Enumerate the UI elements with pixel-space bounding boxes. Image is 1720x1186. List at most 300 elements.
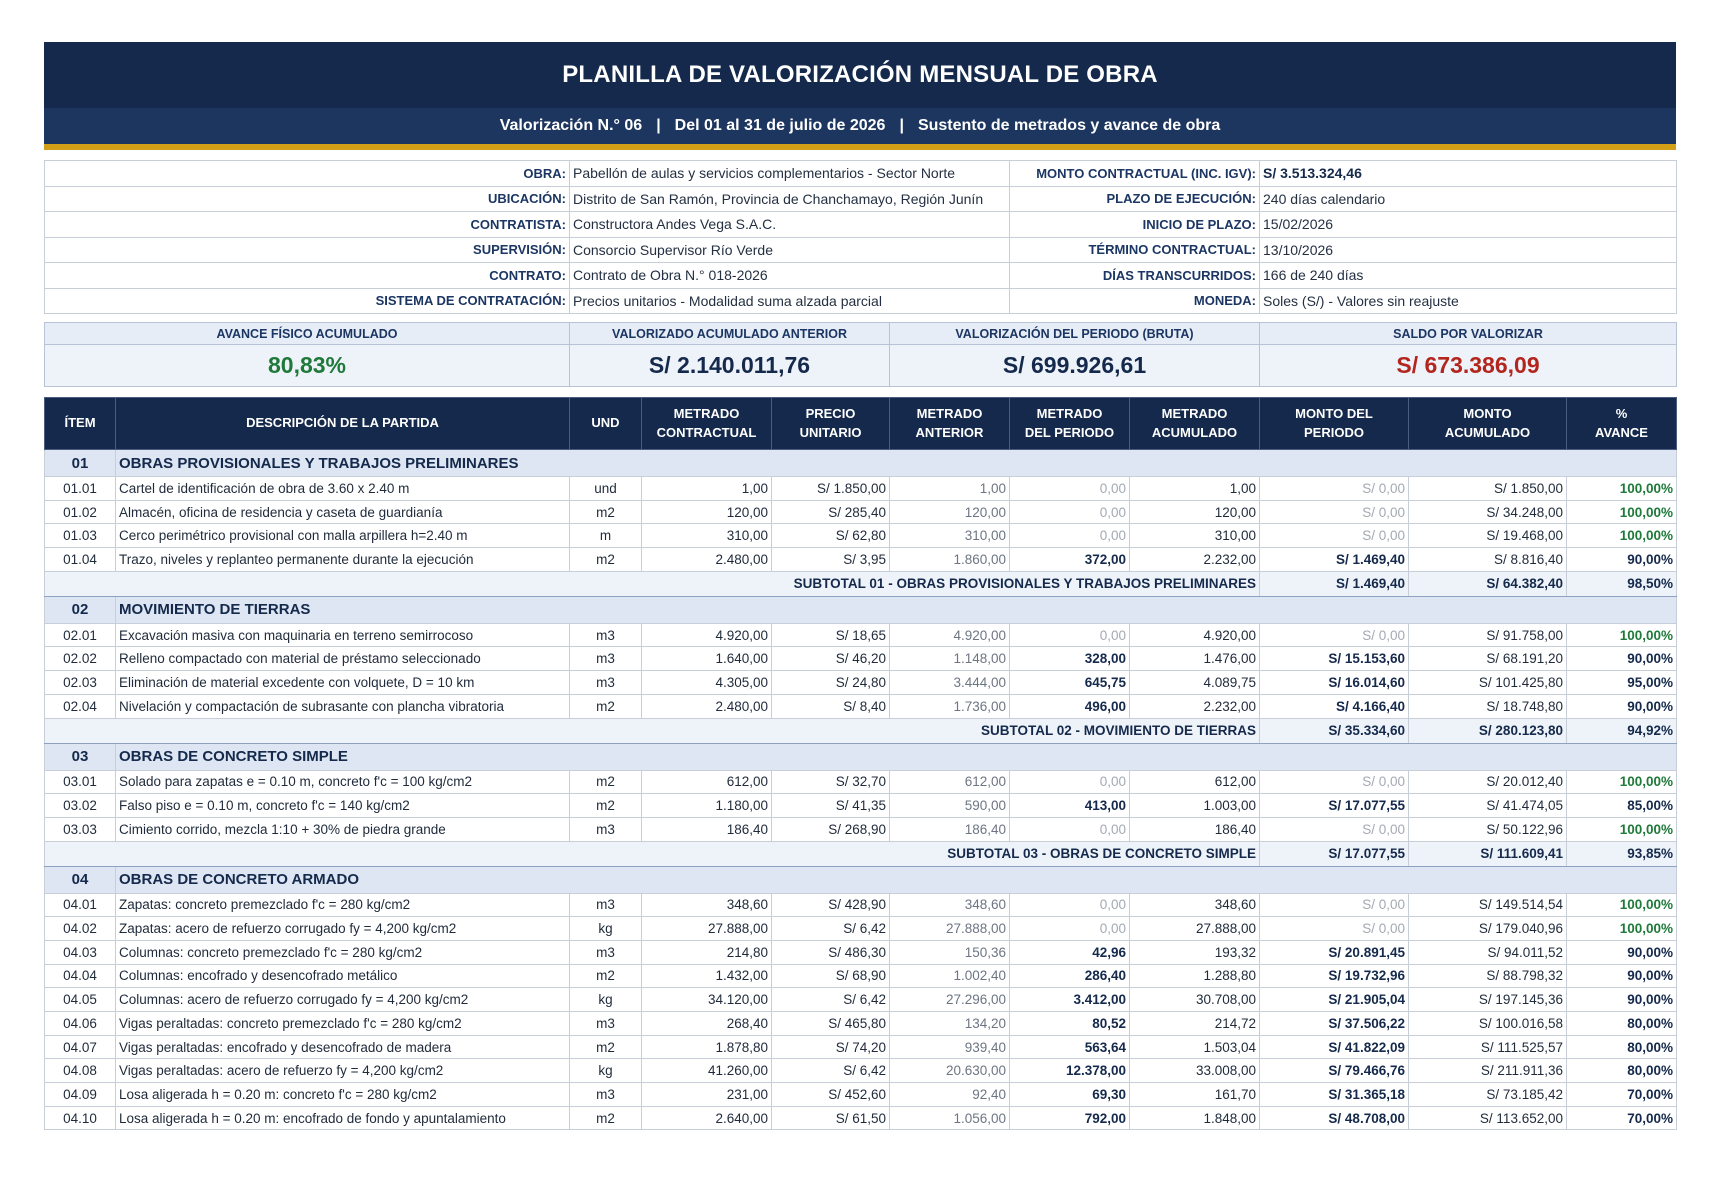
- title-banner: [44, 42, 1676, 108]
- info-value: Distrito de San Ramón, Provincia de Chanchamayo, Región Junín: [570, 186, 1010, 212]
- col-metrado-acumulado: [1130, 398, 1260, 450]
- cell-und: kg: [570, 1059, 642, 1083]
- cell-item: 04.10: [45, 1106, 116, 1130]
- cell-monto-periodo: S/ 21.905,04: [1260, 988, 1409, 1012]
- info-value: 166 de 240 días: [1260, 263, 1677, 289]
- group-code: 02: [45, 596, 116, 623]
- group-title: OBRAS DE CONCRETO ARMADO: [116, 866, 1677, 893]
- cell-item: 04.01: [45, 893, 116, 917]
- cell-descripcion: Cimiento corrido, mezcla 1:10 + 30% de piedra grande: [116, 817, 570, 841]
- cell-metrado-anterior: 3.444,00: [890, 671, 1010, 695]
- col-monto-acumulado: [1409, 398, 1567, 450]
- cell-metrado-periodo: 792,00: [1010, 1106, 1130, 1130]
- cell-avance: 100,00%: [1567, 500, 1677, 524]
- cell-metrado-acumulado: 214,72: [1130, 1012, 1260, 1036]
- table-row: [45, 548, 1677, 572]
- kpi-periodo-label: VALORIZACIÓN DEL PERIODO (BRUTA): [890, 323, 1260, 345]
- cell-metrado-anterior: 186,40: [890, 817, 1010, 841]
- subtotal-monto-periodo: S/ 17.077,55: [1260, 841, 1409, 866]
- info-value: 15/02/2026: [1260, 212, 1677, 238]
- cell-monto-acumulado: S/ 91.758,00: [1409, 623, 1567, 647]
- info-row: [45, 212, 1677, 238]
- cell-und: m2: [570, 694, 642, 718]
- info-label: DÍAS TRANSCURRIDOS:: [1010, 263, 1260, 289]
- table-row: [45, 1035, 1677, 1059]
- cell-monto-acumulado: S/ 34.248,00: [1409, 500, 1567, 524]
- col-avance: [1567, 398, 1677, 450]
- cell-monto-acumulado: S/ 19.468,00: [1409, 524, 1567, 548]
- cell-metrado-acumulado: 2.232,00: [1130, 694, 1260, 718]
- separator: |: [656, 117, 661, 134]
- cell-monto-acumulado: S/ 73.185,42: [1409, 1083, 1567, 1107]
- cell-metrado-contractual: 186,40: [642, 817, 772, 841]
- kpi-summary: [44, 322, 1677, 387]
- cell-monto-acumulado: S/ 8.816,40: [1409, 548, 1567, 572]
- info-value: Soles (S/) - Valores sin reajuste: [1260, 288, 1677, 314]
- cell-und: m: [570, 524, 642, 548]
- table-row: [45, 500, 1677, 524]
- info-label: MONEDA:: [1010, 288, 1260, 314]
- cell-precio-unitario: S/ 6,42: [772, 1059, 890, 1083]
- table-row: [45, 817, 1677, 841]
- cell-metrado-contractual: 231,00: [642, 1083, 772, 1107]
- info-label: INICIO DE PLAZO:: [1010, 212, 1260, 238]
- cell-metrado-periodo: 0,00: [1010, 623, 1130, 647]
- cell-metrado-periodo: 0,00: [1010, 817, 1130, 841]
- cell-metrado-contractual: 120,00: [642, 500, 772, 524]
- cell-metrado-periodo: 286,40: [1010, 964, 1130, 988]
- cell-metrado-contractual: 2.640,00: [642, 1106, 772, 1130]
- cell-precio-unitario: S/ 268,90: [772, 817, 890, 841]
- cell-monto-periodo: S/ 0,00: [1260, 500, 1409, 524]
- subtotal-row: [45, 718, 1677, 743]
- table-row: [45, 893, 1677, 917]
- cell-precio-unitario: S/ 32,70: [772, 770, 890, 794]
- cell-metrado-contractual: 41.260,00: [642, 1059, 772, 1083]
- info-label: MONTO CONTRACTUAL (INC. IGV):: [1010, 161, 1260, 187]
- group-row: [45, 866, 1677, 893]
- cell-metrado-contractual: 612,00: [642, 770, 772, 794]
- cell-descripcion: Vigas peraltadas: concreto premezclado f'c = 280 kg/cm2: [116, 1012, 570, 1036]
- table-row: [45, 694, 1677, 718]
- cell-monto-acumulado: S/ 179.040,96: [1409, 917, 1567, 941]
- cell-monto-acumulado: S/ 18.748,80: [1409, 694, 1567, 718]
- cell-monto-acumulado: S/ 94.011,52: [1409, 940, 1567, 964]
- cell-descripcion: Solado para zapatas e = 0.10 m, concreto f'c = 100 kg/cm2: [116, 770, 570, 794]
- cell-und: m2: [570, 794, 642, 818]
- cell-metrado-periodo: 0,00: [1010, 500, 1130, 524]
- cell-monto-acumulado: S/ 68.191,20: [1409, 647, 1567, 671]
- cell-descripcion: Falso piso e = 0.10 m, concreto f'c = 140 kg/cm2: [116, 794, 570, 818]
- info-value: Constructora Andes Vega S.A.C.: [570, 212, 1010, 238]
- table-row: [45, 917, 1677, 941]
- cell-metrado-periodo: 372,00: [1010, 548, 1130, 572]
- cell-avance: 90,00%: [1567, 548, 1677, 572]
- cell-und: m3: [570, 623, 642, 647]
- cell-avance: 100,00%: [1567, 770, 1677, 794]
- cell-metrado-acumulado: 161,70: [1130, 1083, 1260, 1107]
- kpi-saldo-label: SALDO POR VALORIZAR: [1260, 323, 1677, 345]
- info-value: Pabellón de aulas y servicios complementarios - Sector Norte: [570, 161, 1010, 187]
- cell-metrado-acumulado: 30.708,00: [1130, 988, 1260, 1012]
- cell-monto-periodo: S/ 4.166,40: [1260, 694, 1409, 718]
- info-value: Contrato de Obra N.° 018-2026: [570, 263, 1010, 289]
- items-table: [44, 397, 1677, 1130]
- cell-item: 03.01: [45, 770, 116, 794]
- subtotal-monto-acumulado: S/ 111.609,41: [1409, 841, 1567, 866]
- cell-metrado-anterior: 92,40: [890, 1083, 1010, 1107]
- cell-descripcion: Columnas: concreto premezclado f'c = 280 kg/cm2: [116, 940, 570, 964]
- col-und: UND: [570, 398, 642, 450]
- cell-metrado-anterior: 20.630,00: [890, 1059, 1010, 1083]
- cell-metrado-acumulado: 1.476,00: [1130, 647, 1260, 671]
- cell-metrado-acumulado: 4.920,00: [1130, 623, 1260, 647]
- cell-metrado-periodo: 563,64: [1010, 1035, 1130, 1059]
- cell-und: kg: [570, 917, 642, 941]
- col-monto-periodo: [1260, 398, 1409, 450]
- cell-metrado-contractual: 268,40: [642, 1012, 772, 1036]
- col-item: ÍTEM: [45, 398, 116, 450]
- cell-avance: 100,00%: [1567, 893, 1677, 917]
- cell-metrado-acumulado: 1.288,80: [1130, 964, 1260, 988]
- info-value: 240 días calendario: [1260, 186, 1677, 212]
- cell-metrado-contractual: 1,00: [642, 477, 772, 501]
- cell-metrado-periodo: 645,75: [1010, 671, 1130, 695]
- cell-item: 01.03: [45, 524, 116, 548]
- table-row: [45, 988, 1677, 1012]
- cell-precio-unitario: S/ 6,42: [772, 917, 890, 941]
- cell-metrado-periodo: 3.412,00: [1010, 988, 1130, 1012]
- cell-monto-acumulado: S/ 1.850,00: [1409, 477, 1567, 501]
- cell-precio-unitario: S/ 1.850,00: [772, 477, 890, 501]
- cell-metrado-contractual: 2.480,00: [642, 548, 772, 572]
- subtotal-label: SUBTOTAL 02 - MOVIMIENTO DE TIERRAS: [45, 718, 1260, 743]
- cell-precio-unitario: S/ 18,65: [772, 623, 890, 647]
- subtotal-row: [45, 571, 1677, 596]
- cell-item: 03.02: [45, 794, 116, 818]
- table-header-row: [45, 398, 1677, 450]
- separator: |: [899, 117, 904, 134]
- cell-metrado-periodo: 413,00: [1010, 794, 1130, 818]
- col-label-line: ACUMULADO: [1444, 424, 1531, 440]
- group-title: MOVIMIENTO DE TIERRAS: [116, 596, 1677, 623]
- cell-descripcion: Excavación masiva con maquinaria en terreno semirrocoso: [116, 623, 570, 647]
- cell-precio-unitario: S/ 24,80: [772, 671, 890, 695]
- cell-metrado-acumulado: 120,00: [1130, 500, 1260, 524]
- cell-precio-unitario: S/ 41,35: [772, 794, 890, 818]
- cell-metrado-acumulado: 2.232,00: [1130, 548, 1260, 572]
- cell-avance: 100,00%: [1567, 623, 1677, 647]
- cell-descripcion: Cerco perimétrico provisional con malla arpillera h=2.40 m: [116, 524, 570, 548]
- col-metrado-periodo: [1010, 398, 1130, 450]
- cell-avance: 90,00%: [1567, 964, 1677, 988]
- col-label-line: MONTO DEL: [1295, 406, 1373, 422]
- info-label: UBICACIÓN:: [45, 186, 570, 212]
- cell-metrado-contractual: 310,00: [642, 524, 772, 548]
- subtotal-monto-acumulado: S/ 64.382,40: [1409, 571, 1567, 596]
- table-row: [45, 964, 1677, 988]
- cell-avance: 70,00%: [1567, 1083, 1677, 1107]
- cell-descripcion: Vigas peraltadas: acero de refuerzo fy = 4,200 kg/cm2: [116, 1059, 570, 1083]
- cell-monto-periodo: S/ 48.708,00: [1260, 1106, 1409, 1130]
- cell-item: 04.07: [45, 1035, 116, 1059]
- cell-avance: 70,00%: [1567, 1106, 1677, 1130]
- subtitle-banner: [44, 108, 1676, 144]
- cell-metrado-anterior: 1.860,00: [890, 548, 1010, 572]
- cell-item: 03.03: [45, 817, 116, 841]
- cell-metrado-anterior: 1.736,00: [890, 694, 1010, 718]
- cell-metrado-periodo: 496,00: [1010, 694, 1130, 718]
- cell-descripcion: Relleno compactado con material de préstamo seleccionado: [116, 647, 570, 671]
- cell-und: m3: [570, 671, 642, 695]
- cell-und: und: [570, 477, 642, 501]
- col-label-line: METRADO: [673, 406, 740, 422]
- cell-metrado-contractual: 1.878,80: [642, 1035, 772, 1059]
- cell-metrado-periodo: 0,00: [1010, 524, 1130, 548]
- cell-metrado-anterior: 310,00: [890, 524, 1010, 548]
- cell-monto-periodo: S/ 1.469,40: [1260, 548, 1409, 572]
- cell-avance: 100,00%: [1567, 477, 1677, 501]
- cell-und: m2: [570, 770, 642, 794]
- cell-precio-unitario: S/ 61,50: [772, 1106, 890, 1130]
- table-row: [45, 477, 1677, 501]
- cell-monto-periodo: S/ 0,00: [1260, 817, 1409, 841]
- cell-avance: 80,00%: [1567, 1035, 1677, 1059]
- cell-metrado-acumulado: 1,00: [1130, 477, 1260, 501]
- cell-item: 02.03: [45, 671, 116, 695]
- cell-metrado-contractual: 4.305,00: [642, 671, 772, 695]
- cell-metrado-acumulado: 348,60: [1130, 893, 1260, 917]
- cell-item: 01.04: [45, 548, 116, 572]
- cell-precio-unitario: S/ 6,42: [772, 988, 890, 1012]
- subtotal-monto-acumulado: S/ 280.123,80: [1409, 718, 1567, 743]
- cell-metrado-periodo: 80,52: [1010, 1012, 1130, 1036]
- subtotal-avance: 93,85%: [1567, 841, 1677, 866]
- kpi-avance-value: 80,83%: [45, 345, 570, 387]
- cell-metrado-contractual: 27.888,00: [642, 917, 772, 941]
- cell-metrado-anterior: 1.148,00: [890, 647, 1010, 671]
- cell-monto-periodo: S/ 79.466,76: [1260, 1059, 1409, 1083]
- cell-metrado-anterior: 150,36: [890, 940, 1010, 964]
- cell-item: 04.06: [45, 1012, 116, 1036]
- cell-descripcion: Eliminación de material excedente con volquete, D = 10 km: [116, 671, 570, 695]
- cell-metrado-periodo: 0,00: [1010, 770, 1130, 794]
- cell-precio-unitario: S/ 452,60: [772, 1083, 890, 1107]
- cell-monto-periodo: S/ 0,00: [1260, 477, 1409, 501]
- group-title: OBRAS PROVISIONALES Y TRABAJOS PRELIMINARES: [116, 450, 1677, 477]
- info-row: [45, 161, 1677, 187]
- cell-monto-acumulado: S/ 101.425,80: [1409, 671, 1567, 695]
- cell-metrado-periodo: 12.378,00: [1010, 1059, 1130, 1083]
- cell-descripcion: Losa aligerada h = 0.20 m: concreto f'c = 280 kg/cm2: [116, 1083, 570, 1107]
- cell-metrado-acumulado: 4.089,75: [1130, 671, 1260, 695]
- subtotal-avance: 98,50%: [1567, 571, 1677, 596]
- cell-metrado-anterior: 1,00: [890, 477, 1010, 501]
- cell-monto-periodo: S/ 17.077,55: [1260, 794, 1409, 818]
- info-label: TÉRMINO CONTRACTUAL:: [1010, 237, 1260, 263]
- cell-monto-periodo: S/ 16.014,60: [1260, 671, 1409, 695]
- cell-avance: 85,00%: [1567, 794, 1677, 818]
- info-value: 13/10/2026: [1260, 237, 1677, 263]
- cell-monto-acumulado: S/ 88.798,32: [1409, 964, 1567, 988]
- col-metrado-anterior: [890, 398, 1010, 450]
- cell-metrado-contractual: 1.432,00: [642, 964, 772, 988]
- col-metrado-contractual: [642, 398, 772, 450]
- cell-monto-acumulado: S/ 149.514,54: [1409, 893, 1567, 917]
- group-title: OBRAS DE CONCRETO SIMPLE: [116, 743, 1677, 770]
- cell-metrado-periodo: 69,30: [1010, 1083, 1130, 1107]
- cell-metrado-periodo: 0,00: [1010, 893, 1130, 917]
- table-row: [45, 524, 1677, 548]
- info-label: CONTRATO:: [45, 263, 570, 289]
- cell-metrado-anterior: 612,00: [890, 770, 1010, 794]
- cell-metrado-acumulado: 186,40: [1130, 817, 1260, 841]
- cell-monto-periodo: S/ 37.506,22: [1260, 1012, 1409, 1036]
- kpi-avance-label: AVANCE FÍSICO ACUMULADO: [45, 323, 570, 345]
- col-label-line: ANTERIOR: [915, 424, 984, 440]
- info-label: OBRA:: [45, 161, 570, 187]
- cell-metrado-anterior: 590,00: [890, 794, 1010, 818]
- cell-avance: 100,00%: [1567, 817, 1677, 841]
- col-label-line: UNITARIO: [799, 424, 862, 440]
- col-label-line: METRADO: [1161, 406, 1228, 422]
- page-title: PLANILLA DE VALORIZACIÓN MENSUAL DE OBRA: [562, 61, 1158, 88]
- cell-item: 04.02: [45, 917, 116, 941]
- info-label: PLAZO DE EJECUCIÓN:: [1010, 186, 1260, 212]
- kpi-anterior-label: VALORIZADO ACUMULADO ANTERIOR: [570, 323, 890, 345]
- subtotal-row: [45, 841, 1677, 866]
- group-row: [45, 450, 1677, 477]
- cell-und: kg: [570, 988, 642, 1012]
- col-label-line: MONTO: [1463, 406, 1512, 422]
- cell-avance: 100,00%: [1567, 917, 1677, 941]
- cell-und: m2: [570, 964, 642, 988]
- cell-item: 01.01: [45, 477, 116, 501]
- col-label-line: METRADO: [916, 406, 983, 422]
- cell-monto-acumulado: S/ 211.911,36: [1409, 1059, 1567, 1083]
- cell-metrado-acumulado: 1.003,00: [1130, 794, 1260, 818]
- subtotal-avance: 94,92%: [1567, 718, 1677, 743]
- accent-bar: [44, 144, 1676, 150]
- col-label-line: AVANCE: [1595, 424, 1648, 440]
- cell-precio-unitario: S/ 68,90: [772, 964, 890, 988]
- cell-descripcion: Columnas: acero de refuerzo corrugado fy = 4,200 kg/cm2: [116, 988, 570, 1012]
- cell-avance: 80,00%: [1567, 1012, 1677, 1036]
- cell-metrado-anterior: 120,00: [890, 500, 1010, 524]
- cell-und: m2: [570, 500, 642, 524]
- cell-metrado-acumulado: 310,00: [1130, 524, 1260, 548]
- cell-precio-unitario: S/ 8,40: [772, 694, 890, 718]
- cell-precio-unitario: S/ 285,40: [772, 500, 890, 524]
- cell-monto-periodo: S/ 41.822,09: [1260, 1035, 1409, 1059]
- subtotal-monto-periodo: S/ 1.469,40: [1260, 571, 1409, 596]
- cell-metrado-contractual: 4.920,00: [642, 623, 772, 647]
- cell-monto-periodo: S/ 31.365,18: [1260, 1083, 1409, 1107]
- cell-monto-acumulado: S/ 41.474,05: [1409, 794, 1567, 818]
- cell-precio-unitario: S/ 74,20: [772, 1035, 890, 1059]
- cell-item: 02.04: [45, 694, 116, 718]
- cell-avance: 90,00%: [1567, 988, 1677, 1012]
- cell-precio-unitario: S/ 486,30: [772, 940, 890, 964]
- info-row: [45, 186, 1677, 212]
- info-label: SUPERVISIÓN:: [45, 237, 570, 263]
- cell-precio-unitario: S/ 465,80: [772, 1012, 890, 1036]
- info-value: Consorcio Supervisor Río Verde: [570, 237, 1010, 263]
- info-label: SISTEMA DE CONTRATACIÓN:: [45, 288, 570, 314]
- cell-metrado-contractual: 1.640,00: [642, 647, 772, 671]
- table-row: [45, 623, 1677, 647]
- col-label-line: DEL PERIODO: [1024, 424, 1115, 440]
- cell-metrado-anterior: 1.056,00: [890, 1106, 1010, 1130]
- subtotal-monto-periodo: S/ 35.334,60: [1260, 718, 1409, 743]
- col-label-line: %: [1615, 406, 1628, 422]
- group-row: [45, 743, 1677, 770]
- cell-item: 04.09: [45, 1083, 116, 1107]
- cell-item: 02.01: [45, 623, 116, 647]
- cell-avance: 90,00%: [1567, 694, 1677, 718]
- cell-monto-periodo: S/ 0,00: [1260, 917, 1409, 941]
- table-row: [45, 1083, 1677, 1107]
- table-row: [45, 1059, 1677, 1083]
- cell-metrado-anterior: 348,60: [890, 893, 1010, 917]
- cell-monto-periodo: S/ 0,00: [1260, 893, 1409, 917]
- cell-monto-acumulado: S/ 20.012,40: [1409, 770, 1567, 794]
- info-value: S/ 3.513.324,46: [1260, 161, 1677, 187]
- cell-avance: 100,00%: [1567, 524, 1677, 548]
- col-descripcion: DESCRIPCIÓN DE LA PARTIDA: [116, 398, 570, 450]
- cell-item: 01.02: [45, 500, 116, 524]
- cell-monto-periodo: S/ 0,00: [1260, 770, 1409, 794]
- cell-metrado-acumulado: 1.503,04: [1130, 1035, 1260, 1059]
- cell-metrado-acumulado: 33.008,00: [1130, 1059, 1260, 1083]
- cell-monto-periodo: S/ 19.732,96: [1260, 964, 1409, 988]
- cell-avance: 95,00%: [1567, 671, 1677, 695]
- cell-item: 04.05: [45, 988, 116, 1012]
- cell-und: m3: [570, 647, 642, 671]
- cell-monto-acumulado: S/ 197.145,36: [1409, 988, 1567, 1012]
- info-row: [45, 237, 1677, 263]
- table-row: [45, 770, 1677, 794]
- group-code: 01: [45, 450, 116, 477]
- cell-metrado-periodo: 328,00: [1010, 647, 1130, 671]
- cell-avance: 80,00%: [1567, 1059, 1677, 1083]
- cell-precio-unitario: S/ 46,20: [772, 647, 890, 671]
- subtotal-label: SUBTOTAL 03 - OBRAS DE CONCRETO SIMPLE: [45, 841, 1260, 866]
- kpi-periodo-value: S/ 699.926,61: [890, 345, 1260, 387]
- cell-metrado-anterior: 27.296,00: [890, 988, 1010, 1012]
- subtotal-label: SUBTOTAL 01 - OBRAS PROVISIONALES Y TRABAJOS PRELIMINARES: [45, 571, 1260, 596]
- kpi-saldo-value: S/ 673.386,09: [1260, 345, 1677, 387]
- cell-item: 02.02: [45, 647, 116, 671]
- cell-und: m3: [570, 893, 642, 917]
- cell-monto-periodo: S/ 15.153,60: [1260, 647, 1409, 671]
- info-value: Precios unitarios - Modalidad suma alzada parcial: [570, 288, 1010, 314]
- cell-item: 04.04: [45, 964, 116, 988]
- cell-item: 04.08: [45, 1059, 116, 1083]
- cell-descripcion: Losa aligerada h = 0.20 m: encofrado de fondo y apuntalamiento: [116, 1106, 570, 1130]
- cell-metrado-anterior: 134,20: [890, 1012, 1010, 1036]
- cell-metrado-contractual: 1.180,00: [642, 794, 772, 818]
- cell-precio-unitario: S/ 428,90: [772, 893, 890, 917]
- table-row: [45, 647, 1677, 671]
- cell-descripcion: Cartel de identificación de obra de 3.60 x 2.40 m: [116, 477, 570, 501]
- cell-metrado-contractual: 34.120,00: [642, 988, 772, 1012]
- table-row: [45, 1106, 1677, 1130]
- cell-monto-periodo: S/ 0,00: [1260, 623, 1409, 647]
- cell-descripcion: Zapatas: concreto premezclado f'c = 280 kg/cm2: [116, 893, 570, 917]
- cell-monto-periodo: S/ 20.891,45: [1260, 940, 1409, 964]
- cell-metrado-acumulado: 1.848,00: [1130, 1106, 1260, 1130]
